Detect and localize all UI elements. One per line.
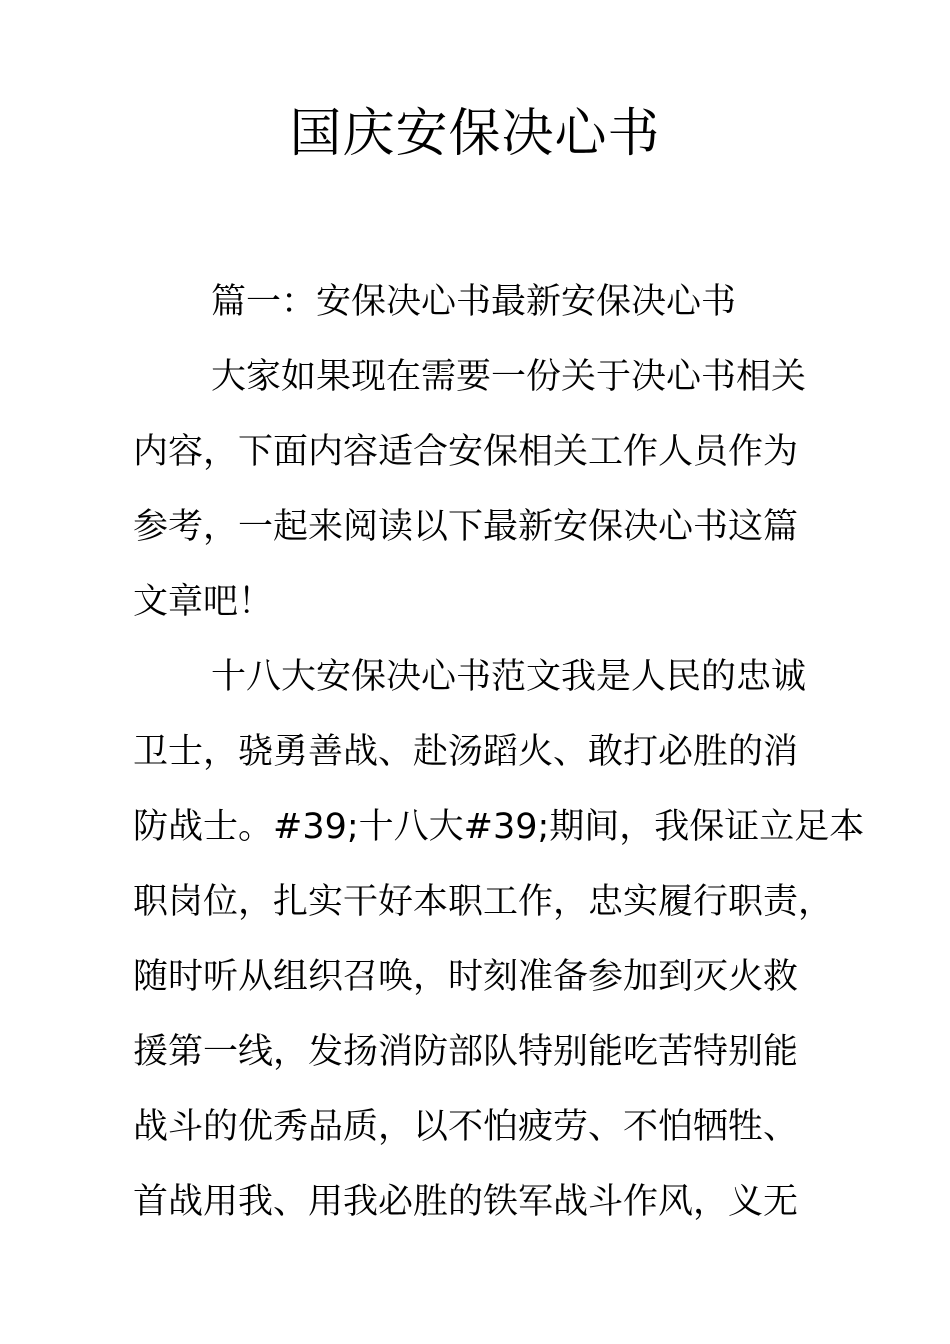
paragraph-line: 十八大安保决心书范文我是人民的忠诚	[211, 657, 807, 697]
paragraph-line: 参考，一起来阅读以下最新安保决心书这篇	[133, 507, 799, 547]
paragraph-line: 援第一线，发扬消防部队特别能吃苦特别能	[133, 1032, 799, 1072]
paragraph-line: 战斗的优秀品质，以不怕疲劳、不怕牺牲、	[133, 1107, 799, 1147]
paragraph-line: 内容，下面内容适合安保相关工作人员作为	[133, 432, 799, 472]
section-heading: 篇一：安保决心书最新安保决心书	[211, 282, 737, 322]
paragraph-line: 首战用我、用我必胜的铁军战斗作风，义无	[133, 1182, 799, 1222]
paragraph-line: 大家如果现在需要一份关于决心书相关	[211, 357, 807, 397]
paragraph-line: 卫士，骁勇善战、赴汤蹈火、敢打必胜的消	[133, 732, 799, 772]
paragraph-line: 文章吧！	[133, 582, 274, 622]
paragraph-line: 防战士。#39;十八大#39;期间，我保证立足本	[133, 807, 865, 847]
paragraph-line: 职岗位，扎实干好本职工作，忠实履行职责，	[133, 882, 834, 922]
document-title: 国庆安保决心书	[289, 104, 661, 164]
paragraph-line: 随时听从组织召唤，时刻准备参加到灭火救	[133, 957, 799, 997]
